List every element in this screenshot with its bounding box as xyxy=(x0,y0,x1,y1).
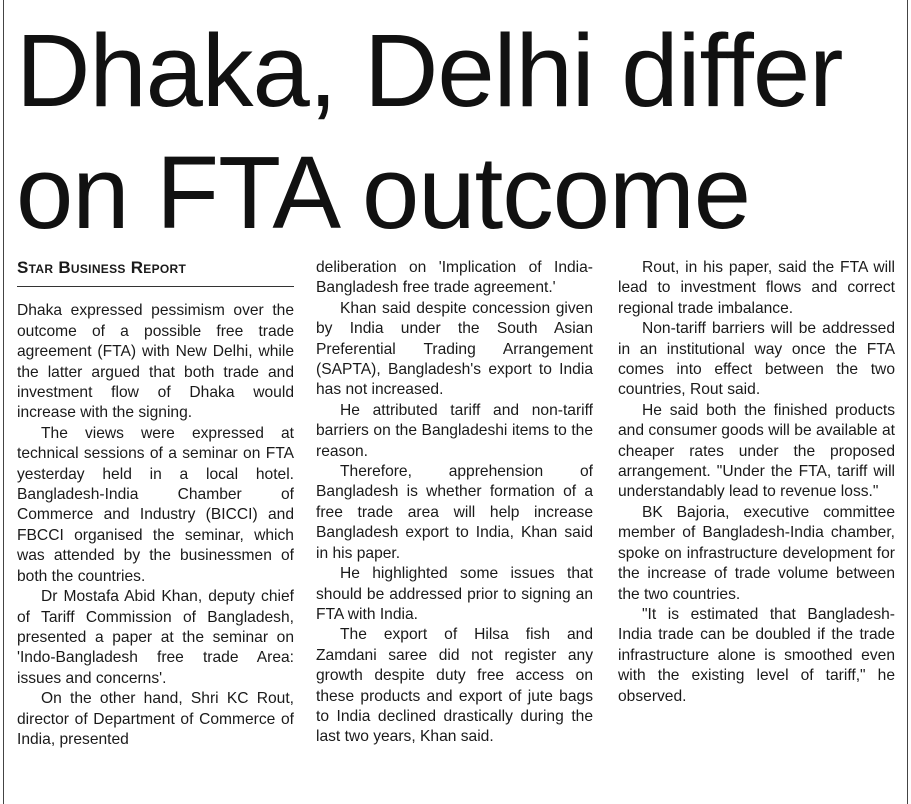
paragraph: Khan said despite concession given by India under the South Asian Preferential Trading Arrangement (SAPTA), Bangladesh's export to India has not increased. xyxy=(316,299,593,399)
paragraph: "It is estimated that Bangladesh-India trade can be doubled if the trade infrastructure alone is smoothed even with the existing level of tariff," he observed. xyxy=(618,605,895,705)
article-column-1 xyxy=(17,258,294,750)
paragraph: Therefore, apprehension of Bangladesh is whether formation of a free trade area will help increase Bangladesh export to India, Khan said in his paper. xyxy=(316,463,593,562)
right-border-rule xyxy=(907,0,908,804)
paragraph: On the other hand, Shri KC Rout, director of Department of Commerce of India, presented xyxy=(17,690,294,748)
headline-line-2: on FTA outcome xyxy=(16,135,751,250)
paragraph: The export of Hilsa fish and Zamdani saree did not register any growth despite duty free access on these products and export of jute bags to India declined drastically during the last two years, Khan said. xyxy=(316,626,593,746)
article-column-3 xyxy=(618,258,895,707)
paragraph: He highlighted some issues that should be addressed prior to signing an FTA with India. xyxy=(316,565,593,623)
byline: Star Business Report xyxy=(17,258,294,287)
headline-line-1: Dhaka, Delhi differ xyxy=(16,13,843,128)
paragraph: He said both the finished products and consumer goods will be available at cheaper rates under the proposed arrangement. "Under the FTA, tariff will understandably lead to revenue loss." xyxy=(618,401,895,501)
paragraph: Dr Mostafa Abid Khan, deputy chief of Tariff Commission of Bangladesh, presented a paper at the seminar on 'Indo-Bangladesh free trade Area: issues and concerns'. xyxy=(17,588,294,687)
paragraph: Non-tariff barriers will be addressed in an institutional way once the FTA comes into effect between the two countries, Rout said. xyxy=(618,320,895,399)
paragraph: He attributed tariff and non-tariff barriers on the Bangladeshi items to the reason. xyxy=(316,401,593,460)
paragraph: Rout, in his paper, said the FTA will lead to investment flows and correct regional trade imbalance. xyxy=(618,259,895,317)
paragraph: The views were expressed at technical sessions of a seminar on FTA yesterday held in a local hotel. Bangladesh-India Chamber of Commerce and Industry (BICCI) and FBCCI organised the seminar, which was attended by the businessmen of both the countries. xyxy=(17,424,294,585)
paragraph: Dhaka expressed pessimism over the outcome of a possible free trade agreement (FTA) with New Delhi, while the latter argued that both trade and investment flow of Dhaka would increase with the signing. xyxy=(17,302,294,422)
article-column-2 xyxy=(316,258,593,748)
paragraph: BK Bajoria, executive committee member of Bangladesh-India chamber, spoke on infrastructure development for the increase of trade volume between the two countries. xyxy=(618,503,895,603)
paragraph: deliberation on 'Implication of India-Bangladesh free trade agreement.' xyxy=(316,259,593,297)
left-border-rule xyxy=(3,0,4,804)
headline xyxy=(16,10,896,254)
